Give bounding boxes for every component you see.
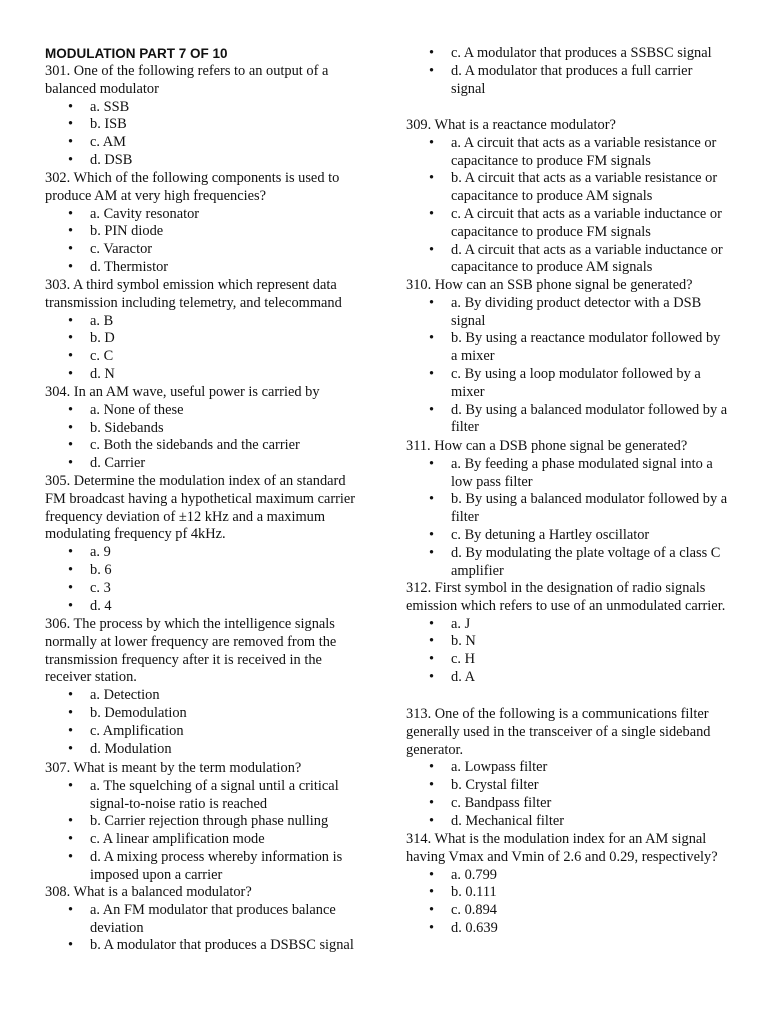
- question-stem: 306. The process by which the intelligence signals normally at lower frequency are removed from the transmission frequency after it is received in the receiver station.: [45, 616, 337, 686]
- option-item: • b. PIN diode: [45, 223, 365, 241]
- option-item: • d. Thermistor: [45, 259, 365, 277]
- question-306: [45, 616, 365, 758]
- question-305: [45, 473, 365, 615]
- question-stem: 302. Which of the following components is used to produce AM at very high frequencies?: [45, 170, 340, 204]
- question-stem: 312. First symbol in the designation of radio signals emission which refers to use of an unmodulated carrier.: [406, 580, 726, 614]
- question-stem: 310. How can an SSB phone signal be generated?: [406, 277, 693, 293]
- option-item: • a. B: [45, 313, 365, 331]
- option-item: • c. Bandpass filter: [406, 795, 728, 813]
- option-item: • a. An FM modulator that produces balance deviation: [45, 902, 365, 938]
- question-stem: 314. What is the modulation index for an AM signal having Vmax and Vmin of 2.6 and 0.29, respectively?: [406, 831, 718, 865]
- option-item: • c. Varactor: [45, 241, 365, 259]
- option-item: • c. A modulator that produces a SSBSC signal: [406, 45, 728, 63]
- option-item: • b. A modulator that produces a DSBSC signal: [45, 937, 365, 955]
- option-list: [406, 45, 728, 98]
- option-item: • c. A linear amplification mode: [45, 831, 365, 849]
- option-item: • d. By modulating the plate voltage of a class C amplifier: [406, 545, 728, 581]
- option-item: • d. Carrier: [45, 455, 365, 473]
- option-item: • b. ISB: [45, 116, 365, 134]
- option-list: [45, 778, 365, 885]
- question-stem: 305. Determine the modulation index of an standard FM broadcast having a hypothetical maximum carrier frequency deviation of ±12 kHz and a maximum modulating frequency pf 4kHz.: [45, 473, 356, 543]
- option-item: • d. A mixing process whereby information is imposed upon a carrier: [45, 849, 365, 885]
- option-item: • d. A modulator that produces a full carrier signal: [406, 63, 728, 99]
- option-item: • d. Modulation: [45, 741, 365, 759]
- option-item: • a. SSB: [45, 99, 365, 117]
- option-item: • b. By using a reactance modulator followed by a mixer: [406, 330, 728, 366]
- option-item: • b. Sidebands: [45, 420, 365, 438]
- option-item: • b. Demodulation: [45, 705, 365, 723]
- option-item: • d. A: [406, 669, 728, 687]
- option-list: [45, 206, 365, 277]
- option-item: • b. Crystal filter: [406, 777, 728, 795]
- question-307: [45, 760, 365, 885]
- option-item: • d. Mechanical filter: [406, 813, 728, 831]
- question-314: [406, 831, 728, 938]
- option-item: • b. By using a balanced modulator followed by a filter: [406, 491, 728, 527]
- option-item: • a. Detection: [45, 687, 365, 705]
- option-item: • c. Amplification: [45, 723, 365, 741]
- option-item: • a. 0.799: [406, 867, 728, 885]
- option-item: • a. Lowpass filter: [406, 759, 728, 777]
- question-stem: 303. A third symbol emission which represent data transmission including telemetry, and telecommand: [45, 277, 342, 311]
- question-301: [45, 63, 365, 170]
- option-item: • a. J: [406, 616, 728, 634]
- question-311: [406, 438, 728, 580]
- option-item: • d. N: [45, 366, 365, 384]
- option-item: • a. The squelching of a signal until a critical signal-to-noise ratio is reached: [45, 778, 365, 814]
- question-303: [45, 277, 365, 384]
- question-302: [45, 170, 365, 277]
- question-stem: 308. What is a balanced modulator?: [45, 884, 252, 900]
- question-308: [45, 884, 365, 955]
- option-item: • a. 9: [45, 544, 365, 562]
- option-list: [406, 616, 728, 687]
- question-312: [406, 580, 728, 687]
- option-list: [45, 687, 365, 758]
- option-item: • a. A circuit that acts as a variable resistance or capacitance to produce FM signals: [406, 135, 728, 171]
- option-list: [45, 902, 365, 955]
- option-item: • c. A circuit that acts as a variable inductance or capacitance to produce FM signals: [406, 206, 728, 242]
- option-list: [406, 456, 728, 581]
- option-item: • c. Both the sidebands and the carrier: [45, 437, 365, 455]
- question-stem: 307. What is meant by the term modulation?: [45, 760, 302, 776]
- option-list: [45, 99, 365, 170]
- option-list: [406, 135, 728, 277]
- option-item: • a. By feeding a phase modulated signal into a low pass filter: [406, 456, 728, 492]
- option-list: [406, 867, 728, 938]
- option-item: • c. AM: [45, 134, 365, 152]
- option-item: • d. By using a balanced modulator followed by a filter: [406, 402, 728, 438]
- option-list: [406, 759, 728, 830]
- option-item: • a. By dividing product detector with a DSB signal: [406, 295, 728, 331]
- question-304: [45, 384, 365, 473]
- option-item: • c. H: [406, 651, 728, 669]
- option-item: • a. Cavity resonator: [45, 206, 365, 224]
- option-item: • c. By using a loop modulator followed by a mixer: [406, 366, 728, 402]
- option-item: • c. C: [45, 348, 365, 366]
- question-308-continued: [406, 45, 728, 98]
- question-309: [406, 117, 728, 277]
- option-item: • a. None of these: [45, 402, 365, 420]
- option-item: • c. 3: [45, 580, 365, 598]
- option-list: [406, 295, 728, 437]
- option-item: • d. DSB: [45, 152, 365, 170]
- option-item: • c. 0.894: [406, 902, 728, 920]
- question-stem: 301. One of the following refers to an output of a balanced modulator: [45, 63, 329, 97]
- question-310: [406, 277, 728, 437]
- question-stem: 309. What is a reactance modulator?: [406, 117, 616, 133]
- option-item: • d. 4: [45, 598, 365, 616]
- question-stem: 311. How can a DSB phone signal be generated?: [406, 438, 688, 454]
- option-item: • b. D: [45, 330, 365, 348]
- option-list: [45, 313, 365, 384]
- option-item: • c. By detuning a Hartley oscillator: [406, 527, 728, 545]
- option-list: [45, 402, 365, 473]
- question-stem: 313. One of the following is a communications filter generally used in the transceiver of a single sideband generator.: [406, 706, 711, 758]
- option-item: • b. A circuit that acts as a variable resistance or capacitance to produce AM signals: [406, 170, 728, 206]
- question-313: [406, 706, 728, 831]
- question-stem: 304. In an AM wave, useful power is carried by: [45, 384, 320, 400]
- option-item: • b. N: [406, 633, 728, 651]
- option-item: • b. Carrier rejection through phase nulling: [45, 813, 365, 831]
- option-item: • b. 0.111: [406, 884, 728, 902]
- option-list: [45, 544, 365, 615]
- option-item: • d. A circuit that acts as a variable inductance or capacitance to produce AM signals: [406, 242, 728, 278]
- document-title: MODULATION PART 7 OF 10: [45, 46, 228, 61]
- option-item: • d. 0.639: [406, 920, 728, 938]
- option-item: • b. 6: [45, 562, 365, 580]
